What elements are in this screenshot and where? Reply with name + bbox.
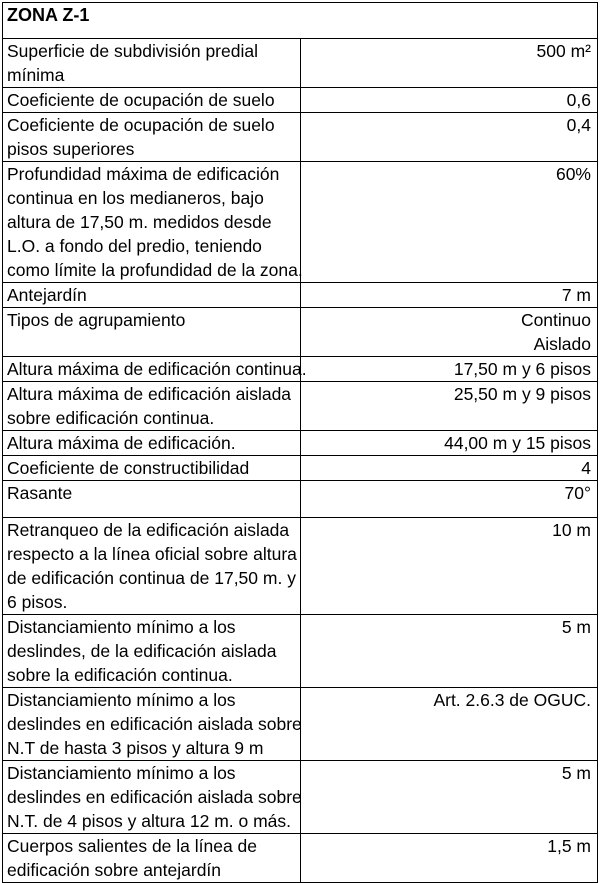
value-line: 5 m xyxy=(561,617,591,637)
row-label xyxy=(3,518,301,615)
label-line: respecto a la línea oficial sobre altura xyxy=(7,544,297,564)
row-label xyxy=(3,431,301,456)
value-line: 7 m xyxy=(561,285,591,305)
label-line: mínima xyxy=(7,65,65,85)
row-value xyxy=(300,688,598,761)
label-line: altura de 17,50 m. medidos desde xyxy=(7,212,272,232)
table-row xyxy=(3,308,598,357)
value-line: 0,6 xyxy=(566,90,591,110)
row-value xyxy=(300,431,598,456)
label-line: Rasante xyxy=(7,483,73,503)
value-line: 10 m xyxy=(552,520,591,540)
table-row xyxy=(3,357,598,382)
table-row xyxy=(3,761,598,834)
label-line: edificación sobre antejardín xyxy=(7,860,222,880)
label-line: continua en los medianeros, bajo xyxy=(7,188,264,208)
value-line: Continuo xyxy=(520,310,591,330)
value-line: 4 xyxy=(581,458,591,478)
table-row xyxy=(3,39,598,88)
row-value xyxy=(300,382,598,431)
label-line: N.T de hasta 3 pisos y altura 9 m xyxy=(7,738,264,758)
row-label xyxy=(3,481,301,518)
label-line: Coeficiente de ocupación de suelo xyxy=(7,115,275,135)
row-label xyxy=(3,283,301,308)
table-row xyxy=(3,283,598,308)
value-line: Aislado xyxy=(533,334,591,354)
row-value xyxy=(300,834,598,883)
label-line: de edificación continua de 17,50 m. y xyxy=(7,568,296,588)
row-label xyxy=(3,88,301,113)
label-line: Distanciamiento mínimo a los xyxy=(7,763,236,783)
label-line: sobre edificación continua. xyxy=(7,408,215,428)
table-row xyxy=(3,382,598,431)
row-value xyxy=(300,162,598,283)
value-line: 500 m² xyxy=(536,41,591,61)
zone-table xyxy=(2,2,598,883)
label-line: Superficie de subdivisión predial xyxy=(7,41,258,61)
value-line: Art. 2.6.3 de OGUC. xyxy=(433,690,591,710)
row-label xyxy=(3,456,301,481)
label-line: Distanciamiento mínimo a los xyxy=(7,617,236,637)
table-row xyxy=(3,518,598,615)
row-label xyxy=(3,308,301,357)
label-line: Antejardín xyxy=(7,285,87,305)
table-row xyxy=(3,456,598,481)
label-line: como límite la profundidad de la zona. xyxy=(7,260,303,280)
row-value xyxy=(300,761,598,834)
table-row xyxy=(3,113,598,162)
row-value xyxy=(300,456,598,481)
label-line: Coeficiente de constructibilidad xyxy=(7,458,250,478)
table-row xyxy=(3,431,598,456)
label-line: Altura máxima de edificación. xyxy=(7,433,236,453)
zone-title: ZONA Z-1 xyxy=(3,3,598,39)
label-line: L.O. a fondo del predio, teniendo xyxy=(7,236,262,256)
row-value xyxy=(300,283,598,308)
label-line: deslindes en edificación aislada sobre xyxy=(7,714,302,734)
label-line: Retranqueo de la edificación aislada xyxy=(7,520,290,540)
label-line: Profundidad máxima de edificación xyxy=(7,164,280,184)
row-value xyxy=(300,308,598,357)
row-label xyxy=(3,39,301,88)
value-line: 60% xyxy=(555,164,591,184)
table-row xyxy=(3,834,598,883)
value-line: 25,50 m y 9 pisos xyxy=(453,384,591,404)
label-line: deslindes, de la edificación aislada xyxy=(7,641,277,661)
label-line: sobre la edificación continua. xyxy=(7,665,233,685)
row-value xyxy=(300,518,598,615)
label-line: Cuerpos salientes de la línea de xyxy=(7,836,258,856)
label-line: Coeficiente de ocupación de suelo xyxy=(7,90,275,110)
row-value xyxy=(300,113,598,162)
row-value xyxy=(300,39,598,88)
label-line: Altura máxima de edificación aislada xyxy=(7,384,292,404)
label-line: Altura máxima de edificación continua. xyxy=(7,359,307,379)
row-label xyxy=(3,834,301,883)
table-row xyxy=(3,88,598,113)
label-line: 6 pisos. xyxy=(7,592,68,612)
row-value xyxy=(300,357,598,382)
value-line: 44,00 m y 15 pisos xyxy=(444,433,591,453)
value-line: 17,50 m y 6 pisos xyxy=(453,359,591,379)
row-label xyxy=(3,113,301,162)
row-value xyxy=(300,88,598,113)
label-line: deslindes en edificación aislada sobre xyxy=(7,787,302,807)
value-line: 5 m xyxy=(561,763,591,783)
zone-table-body xyxy=(3,3,598,883)
title-row xyxy=(3,3,598,39)
label-line: Tipos de agrupamiento xyxy=(7,310,186,330)
table-row xyxy=(3,481,598,518)
label-line: N.T. de 4 pisos y altura 12 m. o más. xyxy=(7,811,292,831)
value-line: 0,4 xyxy=(566,115,591,135)
row-value xyxy=(300,481,598,518)
row-label xyxy=(3,615,301,688)
value-line: 70° xyxy=(564,483,591,503)
table-row xyxy=(3,162,598,283)
label-line: Distanciamiento mínimo a los xyxy=(7,690,236,710)
row-label xyxy=(3,688,301,761)
table-row xyxy=(3,615,598,688)
label-line: pisos superiores xyxy=(7,139,135,159)
table-row xyxy=(3,688,598,761)
row-label xyxy=(3,761,301,834)
row-label xyxy=(3,382,301,431)
row-label xyxy=(3,162,301,283)
value-line: 1,5 m xyxy=(547,836,591,856)
row-label xyxy=(3,357,307,382)
row-value xyxy=(300,615,598,688)
